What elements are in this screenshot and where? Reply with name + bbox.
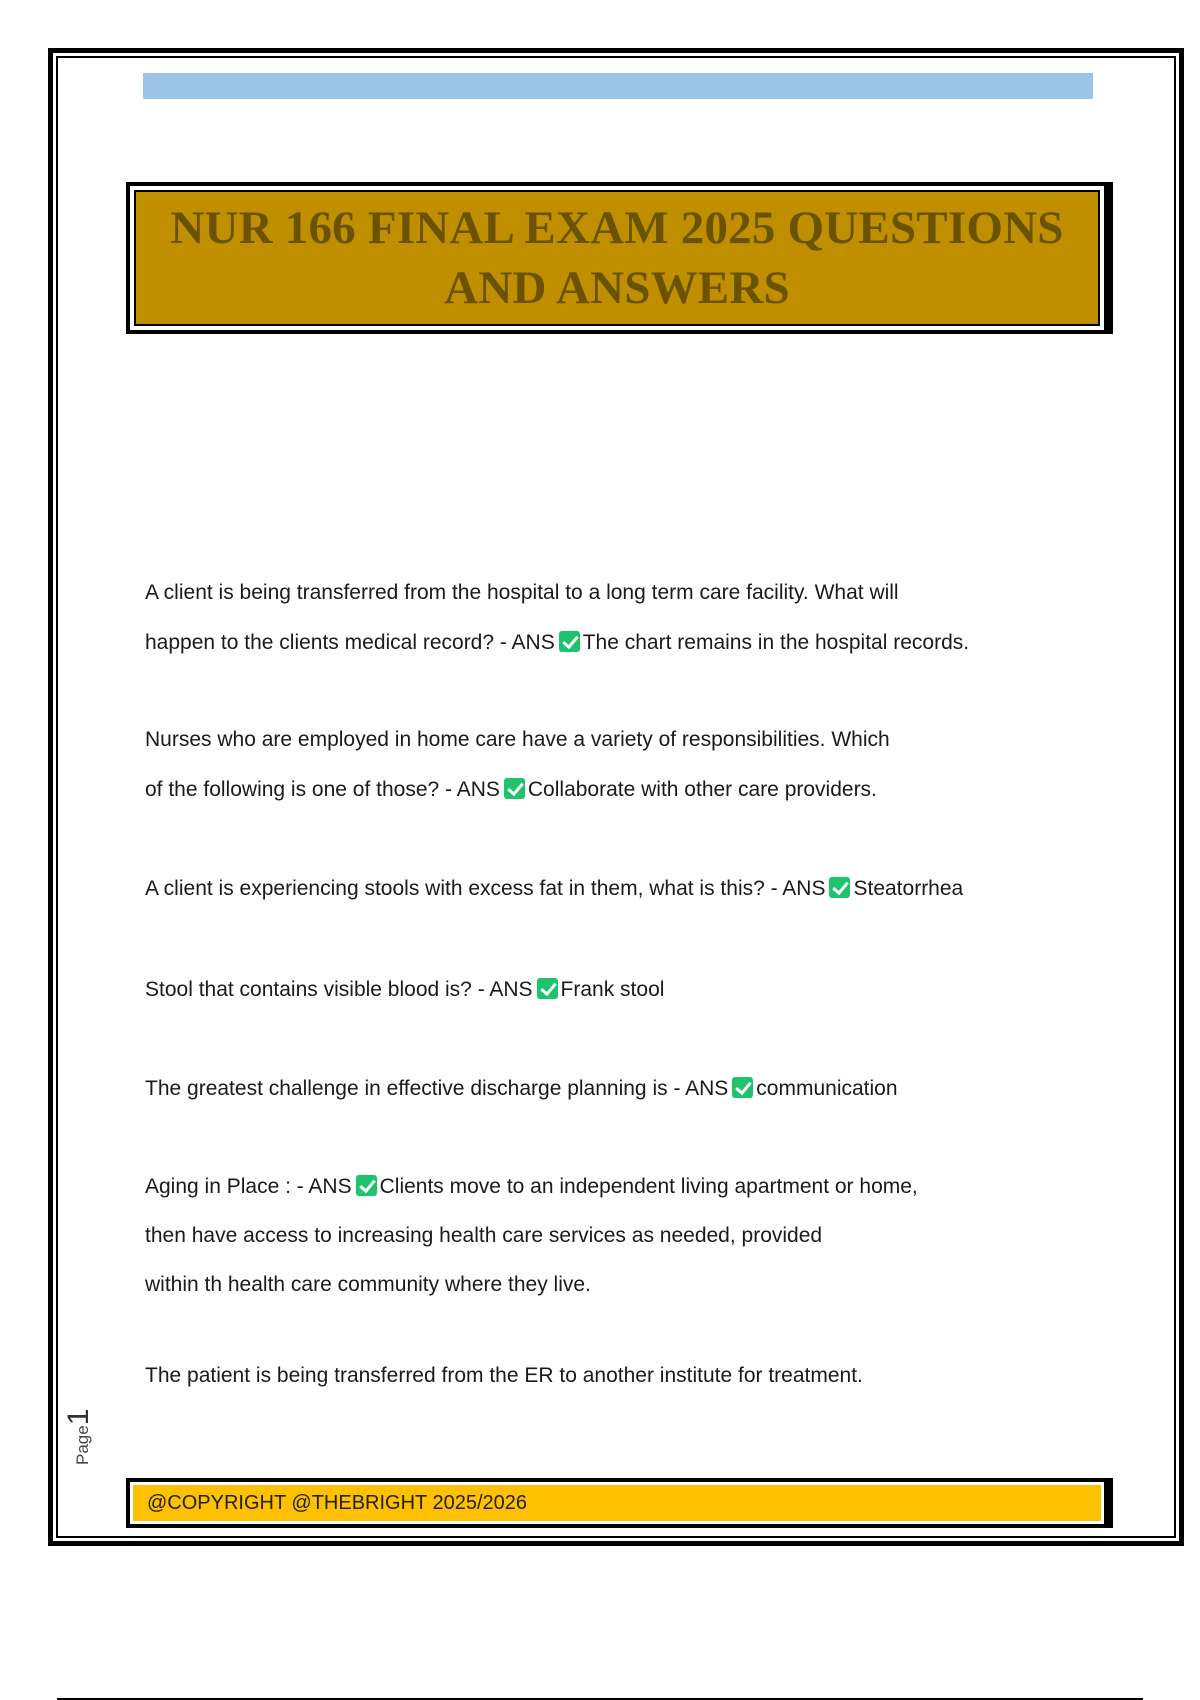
qa-item-2 [145,715,890,815]
answer-text: Steatorrhea [853,877,964,900]
question-text: Stool that contains visible blood is? - ANS [145,978,533,1001]
title-line-1: NUR 166 FINAL EXAM 2025 QUESTIONS [170,202,1064,254]
document-title [170,198,1063,318]
question-text: A client is being transferred from the hospital to a long term care facility. What will [145,581,899,604]
title-line-2: AND ANSWERS [444,262,790,314]
qa-item-4 [145,965,664,1015]
page-label-text: Page [73,1425,92,1465]
question-text: Nurses who are employed in home care have a variety of responsibilities. Which [145,728,890,751]
check-mark-icon [537,978,558,999]
answer-text: Collaborate with other care providers. [527,778,877,801]
answer-text: then have access to increasing health care services as needed, provided [145,1224,823,1247]
copyright-text: @COPYRIGHT @THEBRIGHT 2025/2026 [147,1491,527,1514]
qa-item-3 [145,864,963,914]
check-mark-icon [559,631,580,652]
answer-text: Clients move to an independent living apartment or home, [379,1175,918,1198]
question-text: The patient is being transferred from the ER to another institute for treatment. [145,1364,863,1387]
check-mark-icon [504,778,525,799]
title-box [134,190,1100,326]
page-number-label [62,1385,102,1465]
question-text: of the following is one of those? - ANS [145,778,500,801]
footer-box [133,1485,1101,1521]
answer-text: Frank stool [560,978,665,1001]
footer-frame [126,1478,1108,1528]
qa-item-1 [145,568,969,668]
answer-text: within th health care community where they live. [145,1273,591,1296]
title-frame [126,182,1108,334]
check-mark-icon [356,1175,377,1196]
question-text: happen to the clients medical record? - ANS [145,631,555,654]
answer-text: communication [756,1077,898,1100]
qa-item-7 [145,1351,863,1401]
question-text: The greatest challenge in effective discharge planning is - ANS [145,1077,729,1100]
answer-text: The chart remains in the hospital records. [582,631,970,654]
check-mark-icon [732,1077,753,1098]
question-text: A client is experiencing stools with excess fat in them, what is this? - ANS [145,877,826,900]
question-text: Aging in Place : - ANS [145,1175,352,1198]
page-number: 1 [62,1408,95,1426]
header-accent-bar [143,73,1093,99]
check-mark-icon [829,877,850,898]
qa-item-5 [145,1064,898,1114]
qa-item-6 [145,1162,918,1309]
